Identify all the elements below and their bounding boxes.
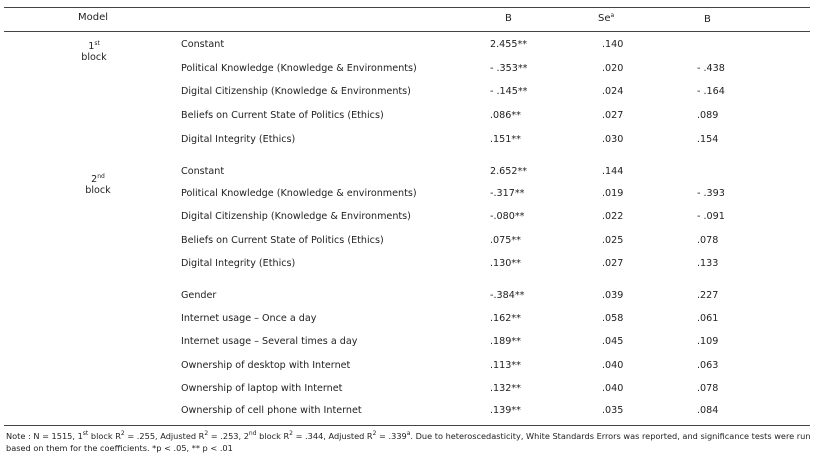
table-row-label: Beliefs on Current State of Politics (Ethics) bbox=[181, 235, 384, 246]
table-row-label: Ownership of laptop with Internet bbox=[181, 383, 343, 394]
note-s2: 2 bbox=[120, 430, 125, 437]
header-se-text: Se bbox=[598, 13, 611, 24]
table-row-se: .027 bbox=[602, 258, 624, 269]
table-row-beta: .133 bbox=[697, 258, 719, 269]
table-row-b: - .353** bbox=[490, 63, 528, 74]
header-se bbox=[598, 13, 614, 25]
table-row-beta: .078 bbox=[697, 383, 719, 394]
table-row-se: .140 bbox=[602, 39, 624, 50]
note-s7: a bbox=[406, 430, 411, 437]
table-row-b: -.384** bbox=[490, 290, 525, 301]
table-row-se: .020 bbox=[602, 63, 624, 74]
table-row-label: Digital Citizenship (Knowledge & Environments) bbox=[181, 211, 411, 222]
table-row-label: Beliefs on Current State of Politics (Ethics) bbox=[181, 110, 384, 121]
note-p5: block R bbox=[256, 431, 290, 441]
table-row-label: Gender bbox=[181, 290, 217, 301]
table-row-beta: .078 bbox=[697, 235, 719, 246]
table-row-beta: - .438 bbox=[697, 63, 725, 74]
header-bottom-rule bbox=[4, 31, 810, 32]
table-row-b: -.317** bbox=[490, 188, 525, 199]
table-row-beta: .154 bbox=[697, 134, 719, 145]
table-row-b: .139** bbox=[490, 405, 521, 416]
header-model: Model bbox=[78, 12, 109, 23]
table-row-label: Political Knowledge (Knowledge & Environments) bbox=[181, 63, 417, 74]
table-row-b: 2.652** bbox=[490, 166, 528, 177]
note-s3: 2 bbox=[204, 430, 209, 437]
table-row-se: .027 bbox=[602, 110, 624, 121]
table-row-b: .130** bbox=[490, 258, 521, 269]
note-p4: = .253, 2 bbox=[208, 431, 249, 441]
table-bottom-rule bbox=[4, 425, 810, 426]
table-row-se: .144 bbox=[602, 166, 624, 177]
note-p3: = .255, Adjusted R bbox=[124, 431, 205, 441]
table-row-label: Ownership of cell phone with Internet bbox=[181, 405, 362, 416]
table-top-rule bbox=[4, 7, 810, 8]
block2-label-num: 2 bbox=[91, 174, 98, 185]
table-row-se: .040 bbox=[602, 383, 624, 394]
note-p7: = .339 bbox=[376, 431, 407, 441]
note-s4: nd bbox=[248, 430, 257, 437]
table-row-label: Ownership of desktop with Internet bbox=[181, 360, 351, 371]
table-row-se: .058 bbox=[602, 313, 624, 324]
header-b: B bbox=[505, 13, 512, 24]
block1-label-num: 1 bbox=[88, 41, 95, 52]
note-p8: . Due to heteroscedasticity, White Standards Errors was reported, and significance tests were run based on them for the coefficients. *p < .05, ** p < .01 bbox=[6, 431, 811, 453]
block1-label-word: block bbox=[81, 52, 107, 63]
block2-label-sup: nd bbox=[97, 173, 105, 180]
block1-label bbox=[78, 41, 110, 63]
header-beta: Β bbox=[704, 14, 711, 25]
table-row-se: .035 bbox=[602, 405, 624, 416]
table-row-b: .151** bbox=[490, 134, 521, 145]
table-row-label: Digital Citizenship (Knowledge & Environments) bbox=[181, 86, 411, 97]
table-row-label: Political Knowledge (Knowledge & environments) bbox=[181, 188, 417, 199]
table-row-beta: .084 bbox=[697, 405, 719, 416]
table-row-se: .045 bbox=[602, 336, 624, 347]
block2-label-word: block bbox=[85, 185, 111, 196]
note-s6: 2 bbox=[372, 430, 377, 437]
block2-label bbox=[82, 174, 114, 196]
table-row-label: Constant bbox=[181, 39, 225, 50]
table-row-beta: - .393 bbox=[697, 188, 725, 199]
note-s1: st bbox=[82, 430, 89, 437]
table-row-se: .030 bbox=[602, 134, 624, 145]
table-row-b: - .145** bbox=[490, 86, 528, 97]
block2-label-num-line bbox=[82, 174, 114, 185]
table-note bbox=[6, 430, 812, 454]
table-row-b: .162** bbox=[490, 313, 521, 324]
table-row-label: Digital Integrity (Ethics) bbox=[181, 258, 296, 269]
table-row-se: .019 bbox=[602, 188, 624, 199]
table-row-label: Internet usage – Several times a day bbox=[181, 336, 358, 347]
table-row-b: .075** bbox=[490, 235, 521, 246]
table-row-b: .132** bbox=[490, 383, 521, 394]
table-row-label: Internet usage – Once a day bbox=[181, 313, 317, 324]
block1-label-num-line bbox=[78, 41, 110, 52]
table-row-label: Digital Integrity (Ethics) bbox=[181, 134, 296, 145]
table-row-b: 2.455** bbox=[490, 39, 528, 50]
table-row-b: .086** bbox=[490, 110, 521, 121]
table-row-b: .189** bbox=[490, 336, 521, 347]
table-row-beta: .227 bbox=[697, 290, 719, 301]
note-p2: block R bbox=[88, 431, 121, 441]
table-row-se: .022 bbox=[602, 211, 624, 222]
note-s5: 2 bbox=[289, 430, 293, 437]
table-row-se: .039 bbox=[602, 290, 624, 301]
table-row-se: .040 bbox=[602, 360, 624, 371]
note-p6: = .344, Adjusted R bbox=[292, 431, 373, 441]
table-row-b: .113** bbox=[490, 360, 521, 371]
table-row-label: Constant bbox=[181, 166, 225, 177]
block1-label-sup: st bbox=[94, 40, 100, 47]
table-row-beta: - .164 bbox=[697, 86, 725, 97]
table-row-beta: .063 bbox=[697, 360, 719, 371]
table-row-beta: .109 bbox=[697, 336, 719, 347]
table-row-b: -.080** bbox=[490, 211, 525, 222]
table-row-se: .025 bbox=[602, 235, 624, 246]
table-row-beta: .089 bbox=[697, 110, 719, 121]
table-row-se: .024 bbox=[602, 86, 624, 97]
table-row-beta: - .091 bbox=[697, 211, 725, 222]
table-row-beta: .061 bbox=[697, 313, 719, 324]
header-se-sup: a bbox=[610, 12, 615, 19]
note-p1: Note : N = 1515, 1 bbox=[6, 431, 83, 441]
